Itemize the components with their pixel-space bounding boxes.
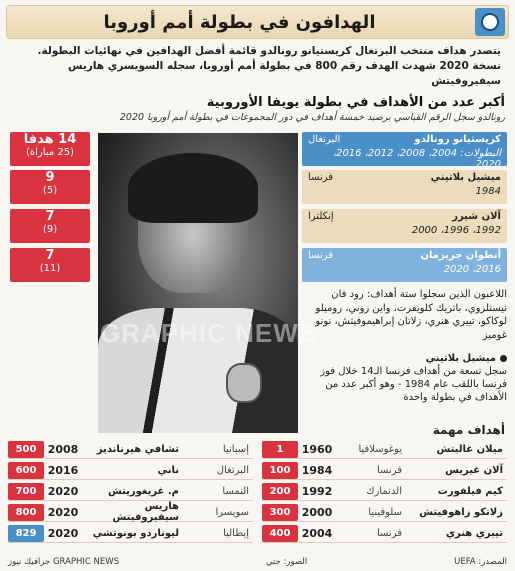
record-name: آلان شيرر xyxy=(452,211,501,222)
goals-box-ronaldo xyxy=(10,132,90,166)
goal-number: 800 xyxy=(8,504,44,521)
photo-watermark: GRAPHIC NEWS xyxy=(100,318,318,348)
scorer-team: فرنسا xyxy=(376,464,402,476)
bullet-icon xyxy=(500,355,507,362)
goal-year: 2020 xyxy=(47,505,79,519)
goal-number: 829 xyxy=(8,525,44,542)
goal-year: 2004 xyxy=(301,526,333,540)
record-country: فرنسا xyxy=(308,172,334,183)
title-bar xyxy=(6,5,509,39)
record-country: البرتغال xyxy=(308,134,341,145)
record-name: أنطوان جريزمان xyxy=(420,250,501,261)
key-goals-table-left xyxy=(8,440,253,545)
goals-count: 14 هدفاً xyxy=(23,132,77,147)
goals-count: 7 xyxy=(45,209,55,224)
scorer-name: ليوناردو بونوتشي xyxy=(92,527,179,539)
scorer-team: النمسا xyxy=(222,485,249,497)
platini-name: ميشيل بلاتيني xyxy=(425,353,496,364)
six-goal-players-note: اللاعبون الذين سجلوا ستة أهداف: رود فان نيستلروي، باتريك كلويفرت، واين روني، روميلو لوكاكو، تييري هنري، زلاتان إبراهيموفيتش، نونو غوميز xyxy=(315,289,507,341)
matches-count: (11) xyxy=(39,263,61,274)
key-goals-table-right xyxy=(262,440,507,545)
scorer-team: سلوفينيا xyxy=(368,506,402,518)
scorer-team: سويسرا xyxy=(215,506,249,518)
section-subtitle: رونالدو سجل الرقم القياسي برصيد خمسة أهداف في دور المجموعات في بطولة أمم أوروبا 2020 xyxy=(119,112,505,123)
record-card-griezmann xyxy=(302,248,507,282)
football-logo-icon xyxy=(475,8,505,36)
goal-year: 2008 xyxy=(47,442,79,456)
scorer-team: الدنمارك xyxy=(366,485,402,497)
goal-number: 500 xyxy=(8,441,44,458)
goal-number: 100 xyxy=(262,462,298,479)
goals-box-shearer xyxy=(10,209,90,243)
footer-photo-credit: الصور: جتي xyxy=(265,557,308,567)
table-row xyxy=(8,503,253,522)
goal-year: 1984 xyxy=(301,463,333,477)
goal-number: 200 xyxy=(262,483,298,500)
table-row xyxy=(262,524,507,543)
platini-text: سجل تسعة من أهداف فرنسا الـ14 خلال فوز فرنسا باللقب عام 1984 - وهو أكبر عدد من الأهداف في بطولة واحدة xyxy=(320,366,507,403)
record-card-ronaldo xyxy=(302,132,507,170)
record-country: فرنسا xyxy=(308,250,334,261)
goal-year: 2000 xyxy=(301,505,333,519)
table-row xyxy=(8,440,253,459)
record-name: ميشيل بلاتيني xyxy=(430,172,501,183)
scorer-team: إيطاليا xyxy=(223,527,249,539)
table-row xyxy=(8,461,253,480)
matches-count: (5) xyxy=(42,185,58,196)
goals-count: 7 xyxy=(45,248,55,263)
matches-count: (25 مباراة) xyxy=(26,147,74,158)
goal-number: 400 xyxy=(262,525,298,542)
scorer-name: كيم فيلفورت xyxy=(437,485,503,497)
goals-box-platini xyxy=(10,170,90,204)
scorer-name: م. غريغوريتش xyxy=(107,485,179,497)
goal-year: 2020 xyxy=(47,484,79,498)
footer xyxy=(8,557,507,567)
goal-year: 2020 xyxy=(47,526,79,540)
goal-number: 300 xyxy=(262,504,298,521)
record-years: 1992، 1996، 2000 xyxy=(411,225,501,236)
page-title: الهدافون في بطولة أمم أوروبا xyxy=(103,11,376,33)
table-row xyxy=(262,461,507,480)
rooster-badge-icon xyxy=(226,363,262,403)
goals-count: 9 xyxy=(45,170,55,185)
scorer-name: هاريس سيفيروفيتش xyxy=(112,501,179,523)
section-title: أكبر عدد من الأهداف في بطولة يويفا الأوروبية xyxy=(206,95,505,110)
scorer-team: البرتغال xyxy=(216,464,249,476)
table-row xyxy=(262,482,507,501)
intro-text: يتصدر هداف منتخب البرتغال كريستيانو رونالدو قائمة أفضل الهدافين في نهائيات البطولة. نسخة 2020 شهدت الهدف رقم 800 في بطولة أمم أوروبا، سجله السويسري هاريس سيفيروفيتش xyxy=(37,45,501,87)
footer-source: المصدر: UEFA xyxy=(454,557,507,567)
scorer-name: ميلان غاليتش xyxy=(436,443,503,455)
table-row xyxy=(262,503,507,522)
record-years: 1984 xyxy=(475,186,501,197)
player-photo xyxy=(98,133,298,433)
goals-box-griezmann xyxy=(10,248,90,282)
scorer-team: يوغوسلافيا xyxy=(358,443,402,455)
platini-note xyxy=(307,352,507,404)
record-country: إنكلترا xyxy=(308,211,334,222)
goal-year: 1992 xyxy=(301,484,333,498)
scorer-name: تييري هنري xyxy=(445,527,503,539)
table-row xyxy=(262,440,507,459)
scorer-team: فرنسا xyxy=(376,527,402,539)
record-card-platini xyxy=(302,170,507,204)
scorer-name: ناني xyxy=(157,464,179,476)
scorer-team: إسبانيا xyxy=(222,443,249,455)
key-goals-title: أهداف مهمة xyxy=(432,423,505,437)
goal-number: 600 xyxy=(8,462,44,479)
scorer-name: زلاتكو زاهوفيتش xyxy=(419,506,503,518)
goal-year: 1960 xyxy=(301,442,333,456)
record-name: كريستيانو رونالدو xyxy=(414,134,501,145)
record-card-shearer xyxy=(302,209,507,243)
table-row xyxy=(8,482,253,501)
footer-brand: GRAPHIC NEWS جرافيك نيوز xyxy=(8,557,120,567)
scorer-name: آلان غيريس xyxy=(445,464,503,476)
goal-year: 2016 xyxy=(47,463,79,477)
record-years: البطولات: 2004، 2008، 2012، 2016، 2020 xyxy=(332,148,501,170)
matches-count: (9) xyxy=(42,224,58,235)
goal-number: 700 xyxy=(8,483,44,500)
table-row xyxy=(8,524,253,543)
record-years: 2016، 2020 xyxy=(443,264,501,275)
scorer-name: تشافي هيرنانديز xyxy=(96,443,179,455)
goal-number: 1 xyxy=(262,441,298,458)
